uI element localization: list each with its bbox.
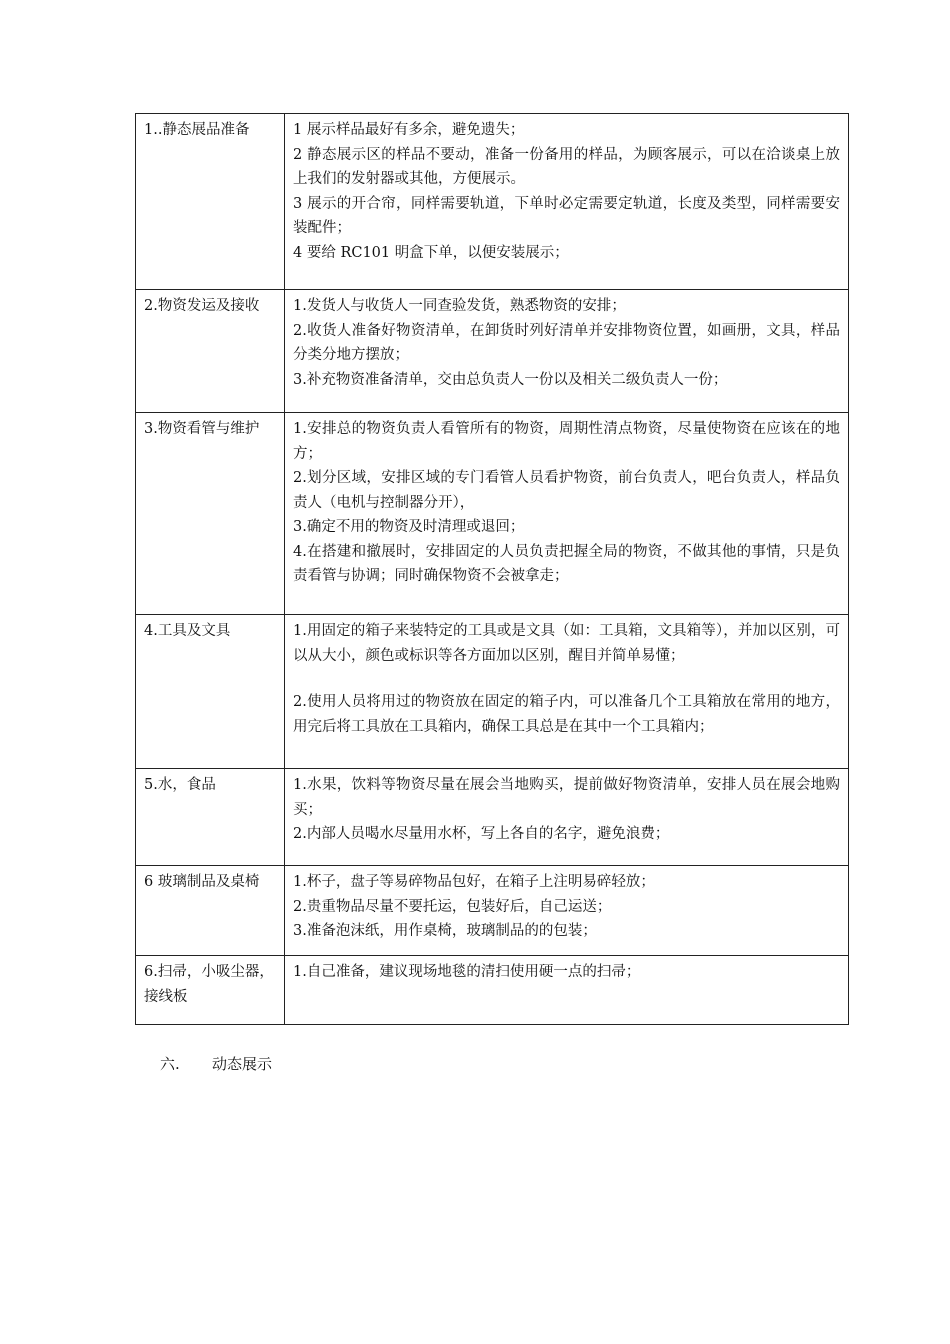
row-content [285, 769, 849, 866]
content-line: 3 展示的开合帘，同样需要轨道，下单时必定需要定轨道，长度及类型，同样需要安装配件； [293, 195, 840, 236]
row-category: 6 玻璃制品及桌椅 [136, 866, 285, 956]
materials-table [135, 113, 849, 1025]
row-content [285, 615, 849, 769]
row-category: 3.物资看管与维护 [136, 413, 285, 615]
row-content [285, 290, 849, 413]
row-category: 4.工具及文具 [136, 615, 285, 769]
table-row [136, 615, 849, 769]
section-title: 动态展示 [212, 1055, 273, 1073]
content-line: 2.划分区域，安排区域的专门看管人员看护物资，前台负责人，吧台负责人，样品负责人（电机与控制器分开）， [293, 470, 840, 511]
content-line: 2.收货人准备好物资清单，在卸货时列好清单并安排物资位置，如画册，文具，样品分类分地方摆放； [293, 322, 840, 363]
row-content [285, 866, 849, 956]
content-line: 1.自己准备，建议现场地毯的清扫使用硬一点的扫帚； [293, 964, 641, 980]
content-line: 1.发货人与收货人一同查验发货，熟悉物资的安排； [293, 298, 626, 314]
content-line: 1.杯子，盘子等易碎物品包好，在箱子上注明易碎轻放； [293, 874, 655, 890]
row-category: 2.物资发运及接收 [136, 290, 285, 413]
row-content [285, 114, 849, 290]
section-number: 六. [160, 1055, 180, 1073]
content-line: 3.准备泡沫纸，用作桌椅，玻璃制品的的包装； [293, 923, 597, 939]
row-category: 5.水，食品 [136, 769, 285, 866]
content-line: 1.安排总的物资负责人看管所有的物资，周期性清点物资，尽量使物资在应该在的地方； [293, 421, 840, 462]
content-line: 2.内部人员喝水尽量用水杯，写上各自的名字，避免浪费； [293, 826, 670, 842]
content-line: 4.在搭建和撤展时，安排固定的人员负责把握全局的物资，不做其他的事情，只是负责看管与协调；同时确保物资不会被拿走； [293, 543, 840, 584]
row-content [285, 413, 849, 615]
table-row [136, 769, 849, 866]
row-category: 1..静态展品准备 [136, 114, 285, 290]
content-line: 2 静态展示区的样品不要动，准备一份备用的样品，为顾客展示，可以在洽谈桌上放上我们的发射器或其他，方便展示。 [293, 146, 840, 187]
paragraph-gap [293, 668, 840, 690]
table-row [136, 956, 849, 1025]
content-line: 3.补充物资准备清单，交由总负责人一份以及相关二级负责人一份； [293, 371, 728, 388]
table-row [136, 866, 849, 956]
table-row [136, 413, 849, 615]
table-row [136, 114, 849, 290]
table-row [136, 290, 849, 413]
content-line: 1.水果，饮料等物资尽量在展会当地购买，提前做好物资清单，安排人员在展会地购买； [293, 777, 840, 818]
content-line: 2.贵重物品尽量不要托运，包装好后，自己运送； [293, 898, 612, 915]
content-line: 1 展示样品最好有多余，避免遗失； [293, 122, 525, 138]
section-heading [160, 1052, 272, 1076]
content-line: 1.用固定的箱子来装特定的工具或是文具（如：工具箱，文具箱等），并加以区别，可以从大小，颜色或标识等各方面加以区别，醒目并简单易懂； [293, 623, 840, 664]
content-line: 4 要给 RC101 明盒下单，以便安装展示； [293, 244, 569, 261]
content-line: 3.确定不用的物资及时清理或退回； [293, 519, 525, 535]
row-category: 6.扫帚，小吸尘器，接线板 [136, 956, 285, 1025]
content-line: 2.使用人员将用过的物资放在固定的箱子内，可以准备几个工具箱放在常用的地方，用完后将工具放在工具箱内，确保工具总是在其中一个工具箱内； [293, 694, 840, 735]
row-content [285, 956, 849, 1025]
